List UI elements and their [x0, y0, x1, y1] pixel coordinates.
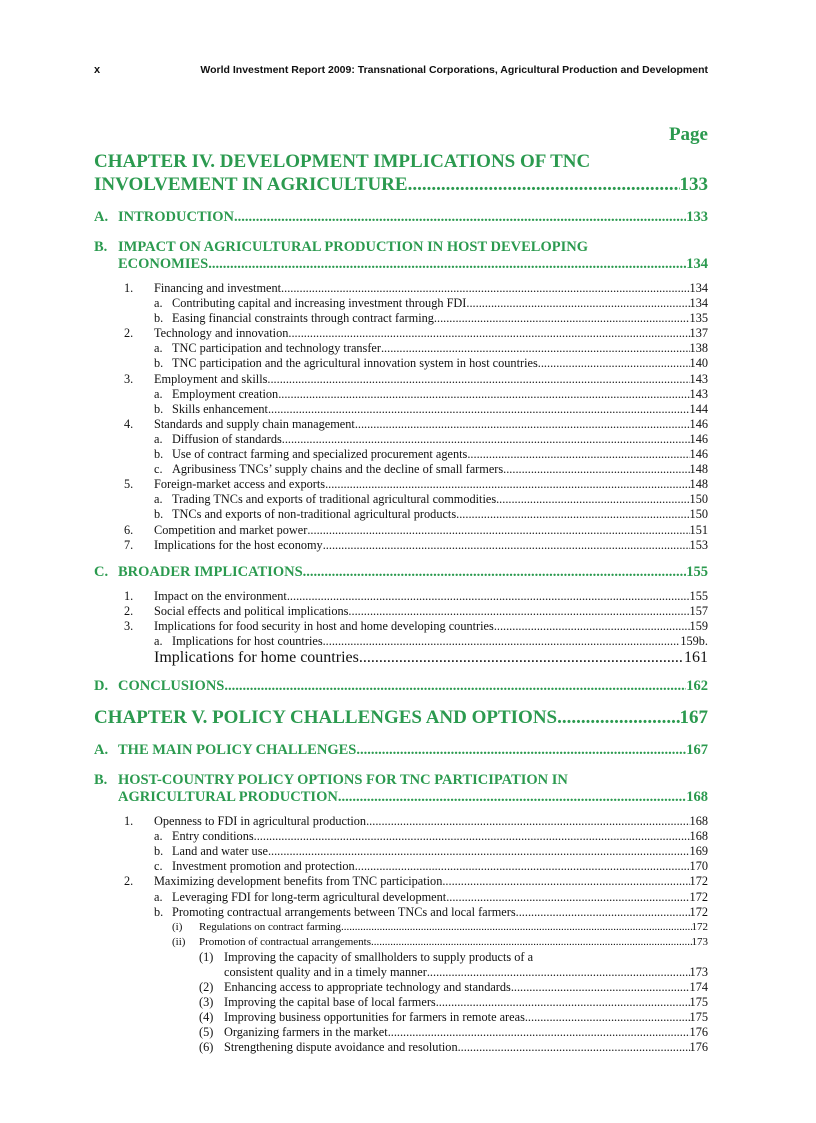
- toc-entry-number: (3): [199, 995, 214, 1010]
- toc-entry-number: 1.: [124, 588, 134, 603]
- section-page: 162: [686, 678, 708, 695]
- toc-entry[interactable]: [94, 1010, 708, 1025]
- toc-entry-title: Leveraging FDI for long-term agricultural development: [172, 889, 447, 904]
- toc-entry-title: Foreign-market access and exports: [154, 477, 326, 492]
- dot-leader: [494, 619, 690, 634]
- section-title: CONCLUSIONS: [118, 678, 225, 695]
- toc-entry-number: 2.: [124, 874, 134, 889]
- toc-entry-title: Impact on the environment: [154, 588, 287, 603]
- toc-entry[interactable]: [94, 814, 708, 829]
- toc-entry[interactable]: [94, 387, 708, 402]
- toc-entry-title: Skills enhancement: [172, 401, 268, 416]
- dot-leader: [267, 372, 689, 387]
- toc-entry-title: Organizing farmers in the market: [224, 1025, 388, 1040]
- toc-entry-number: 4.: [124, 416, 134, 431]
- section-label: A.: [94, 209, 109, 225]
- toc-entry-page: 169: [689, 844, 708, 859]
- toc-entry-page: 175: [689, 1010, 708, 1025]
- toc-entry[interactable]: [94, 950, 708, 965]
- toc-entry[interactable]: [94, 507, 708, 522]
- toc-entry-number: 3.: [124, 371, 134, 386]
- toc-entry-title: Investment promotion and protection: [172, 859, 355, 874]
- toc-entry-title: Land and water use: [172, 844, 268, 859]
- dot-leader: [307, 523, 689, 538]
- toc-entry-number: 1.: [124, 281, 134, 295]
- toc-entry-page: 135: [689, 311, 708, 326]
- toc-entry-page: 168: [689, 814, 708, 829]
- section-title: BROADER IMPLICATIONS: [118, 563, 303, 580]
- toc-entry-page: 150: [689, 492, 708, 507]
- toc-entry-page: 168: [689, 829, 708, 844]
- toc-entry-title: Easing financial constraints through contract farming: [172, 311, 434, 326]
- toc-entry-number: 2.: [124, 603, 134, 618]
- toc-entry-number: b.: [154, 904, 164, 919]
- section-title: THE MAIN POLICY CHALLENGES: [118, 742, 357, 759]
- dot-leader: [288, 326, 689, 341]
- dot-leader: [287, 589, 690, 604]
- toc-entry-title: Entry conditions: [172, 829, 254, 844]
- dot-leader: [467, 447, 689, 462]
- section-iv-b-items: [94, 281, 708, 553]
- section-v-a-entry[interactable]: [94, 742, 708, 759]
- toc-entry-title: Use of contract farming and specialized procurement agents: [172, 447, 468, 462]
- toc-entry[interactable]: [94, 372, 708, 387]
- dot-leader: [282, 432, 690, 447]
- toc-entry-page: 134: [689, 296, 708, 311]
- toc-entry[interactable]: [94, 296, 708, 311]
- toc-entry-title: Implications for food security in host and home developing countries: [154, 618, 494, 633]
- toc-entry-number: a.: [154, 341, 163, 356]
- dot-leader: [323, 538, 690, 553]
- toc-entry[interactable]: [94, 965, 708, 980]
- toc-entry[interactable]: [94, 874, 708, 889]
- section-v-b-title-line1[interactable]: B. HOST-COUNTRY POLICY OPTIONS FOR TNC PARTICIPATION IN: [94, 772, 568, 789]
- section-label: A.: [94, 742, 109, 759]
- dot-leader: [381, 341, 690, 356]
- toc-entry[interactable]: [94, 829, 708, 844]
- toc-entry-number: (ii): [172, 935, 186, 948]
- chapter-iv-entry[interactable]: [94, 173, 708, 196]
- toc-entry-number: b.: [154, 356, 164, 371]
- toc-entry-number: (2): [199, 980, 214, 995]
- toc-entry-number: (1): [199, 949, 214, 964]
- toc-entry-number: 7.: [124, 537, 134, 552]
- toc-entry[interactable]: [94, 859, 708, 874]
- toc-entry[interactable]: [94, 341, 708, 356]
- toc-entry-page: 172: [689, 904, 708, 919]
- toc-entry-number: b.: [154, 844, 164, 859]
- toc-entry[interactable]: [94, 589, 708, 604]
- section-page: 133: [686, 209, 708, 225]
- toc-entry-page: 174: [689, 980, 708, 995]
- toc-entry[interactable]: [94, 281, 708, 296]
- running-header: [94, 64, 708, 80]
- section-title: INTRODUCTION: [118, 209, 235, 225]
- toc-entry[interactable]: [94, 462, 708, 477]
- dot-leader: [434, 311, 690, 326]
- toc-entry-title: Improving business opportunities for farmers in remote areas: [224, 1010, 525, 1025]
- dot-leader: [348, 604, 689, 619]
- toc-entry-number: (4): [199, 1010, 214, 1025]
- toc-entry-page: 146: [689, 447, 708, 462]
- toc-entry-title: Employment creation: [172, 386, 279, 401]
- toc-entry-page: 138: [689, 341, 708, 356]
- toc-entry[interactable]: [94, 477, 708, 492]
- toc-entry-title: Improving the capacity of smallholders to supply products of a: [224, 949, 534, 964]
- toc-entry-page: 146: [689, 416, 708, 431]
- dot-leader: [446, 890, 689, 905]
- dot-leader: [525, 1010, 690, 1025]
- toc-entry-page: 175: [689, 995, 708, 1010]
- toc-entry[interactable]: [94, 326, 708, 341]
- toc-entry-title: Improving the capital base of local farmers: [224, 995, 436, 1010]
- toc-entry[interactable]: [94, 417, 708, 432]
- toc-entry-page: 143: [689, 386, 708, 401]
- toc-entry-number: c.: [154, 859, 163, 874]
- chapter-v-entry[interactable]: [94, 706, 708, 729]
- toc-entry-page: 157: [689, 603, 708, 618]
- toc-entry[interactable]: [94, 995, 708, 1010]
- toc-entry-number: b.: [154, 311, 164, 326]
- toc-entry-page: 150: [689, 507, 708, 522]
- table-of-contents: [94, 150, 708, 1056]
- report-title: World Investment Report 2009: Transnational Corporations, Agricultural Production and Development: [200, 64, 708, 76]
- toc-entry-page: 172: [689, 874, 708, 889]
- toc-entry-page: 148: [689, 477, 708, 492]
- section-iv-c-entry[interactable]: [94, 564, 708, 581]
- dot-leader: [359, 649, 684, 667]
- section-page: 167: [686, 742, 708, 759]
- toc-entry-title: Social effects and political implications: [154, 603, 349, 618]
- toc-entry-page: 172: [691, 920, 708, 933]
- toc-entry-page: 155: [689, 588, 708, 603]
- toc-entry-title: Standards and supply chain management: [154, 416, 355, 431]
- toc-entry-page: 153: [689, 537, 708, 552]
- dot-leader: [516, 905, 690, 920]
- dot-leader: [458, 1040, 690, 1055]
- toc-entry[interactable]: [94, 619, 708, 634]
- dot-leader: [366, 814, 689, 829]
- toc-entry-number: c.: [154, 462, 163, 477]
- toc-entry-number: a.: [154, 829, 163, 844]
- toc-entry-number: 6.: [124, 522, 134, 537]
- toc-entry[interactable]: [94, 311, 708, 326]
- dot-leader: [456, 507, 689, 522]
- toc-entry-title: Maximizing development benefits from TNC participation: [154, 874, 443, 889]
- toc-entry-number: a.: [154, 492, 163, 507]
- toc-entry[interactable]: [94, 980, 708, 995]
- toc-entry-page: 159: [689, 618, 708, 633]
- chapter-iv-page: 133: [679, 174, 708, 195]
- toc-entry-number: a.: [154, 633, 163, 648]
- toc-entry[interactable]: [94, 604, 708, 619]
- dot-leader: [511, 980, 690, 995]
- toc-entry[interactable]: [94, 523, 708, 538]
- dot-leader: [388, 1025, 690, 1040]
- dot-leader: [371, 935, 692, 950]
- toc-entry[interactable]: [94, 905, 708, 920]
- toc-entry[interactable]: [94, 634, 708, 649]
- chapter-v-page: 167: [679, 707, 708, 729]
- dot-leader: [325, 477, 689, 492]
- toc-entry-number: a.: [154, 431, 163, 446]
- dot-leader: [538, 356, 690, 371]
- page-column-label: Page: [668, 124, 708, 145]
- toc-entry[interactable]: [94, 890, 708, 905]
- toc-entry-title: Implications for the host economy: [154, 537, 323, 552]
- dot-leader: [355, 417, 690, 432]
- section-page: 155: [686, 563, 708, 580]
- toc-entry[interactable]: [94, 402, 708, 417]
- toc-entry-title: consistent quality and in a timely manner: [224, 965, 427, 979]
- toc-entry-title: Financing and investment: [154, 281, 282, 295]
- section-title: ECONOMIES: [118, 256, 209, 272]
- toc-entry-number: b.: [154, 401, 164, 416]
- page-number: x: [94, 64, 101, 76]
- toc-entry-page: 172: [689, 889, 708, 904]
- toc-entry-page: 146: [689, 431, 708, 446]
- toc-entry-title: Promotion of contractual arrangements: [199, 935, 371, 948]
- section-iv-c-items: [94, 589, 708, 667]
- toc-entry[interactable]: [94, 447, 708, 462]
- toc-entry-page: 137: [689, 326, 708, 341]
- dot-leader: [278, 387, 689, 402]
- toc-entry-title: TNCs and exports of non-traditional agricultural products: [172, 507, 457, 522]
- section-iv-b-title-line1[interactable]: B. IMPACT ON AGRICULTURAL PRODUCTION IN HOST DEVELOPING: [94, 239, 588, 255]
- toc-entry-number: a.: [154, 296, 163, 311]
- section-label: D.: [94, 678, 109, 695]
- toc-entry-number: 5.: [124, 477, 134, 492]
- toc-entry-number: (5): [199, 1025, 214, 1040]
- toc-entry-page: 161: [684, 649, 708, 667]
- dot-leader: [268, 844, 690, 859]
- toc-entry-page: 170: [689, 859, 708, 874]
- section-iv-b-entry[interactable]: [94, 256, 708, 273]
- toc-entry-number: (6): [199, 1040, 214, 1055]
- toc-entry-title: Promoting contractual arrangements between TNCs and local farmers: [172, 904, 516, 919]
- toc-entry[interactable]: [94, 1025, 708, 1040]
- section-title: AGRICULTURAL PRODUCTION: [118, 789, 338, 806]
- toc-entry-page: 140: [689, 356, 708, 371]
- toc-entry-page: 143: [689, 371, 708, 386]
- dot-leader: [496, 492, 689, 507]
- toc-entry-title: Regulations on contract farming: [199, 920, 342, 933]
- toc-entry-title: TNC participation and technology transfer: [172, 341, 381, 356]
- toc-entry-number: a.: [154, 386, 163, 401]
- toc-entry-page: 148: [689, 462, 708, 477]
- dot-leader: [427, 965, 690, 980]
- section-page: 134: [686, 256, 708, 272]
- dot-leader: [466, 296, 689, 311]
- toc-entry[interactable]: [94, 492, 708, 507]
- dot-leader: [442, 874, 689, 889]
- section-iv-d-entry[interactable]: [94, 678, 708, 695]
- toc-entry-title: Diffusion of standards: [172, 431, 282, 446]
- toc-entry-title: TNC participation and the agricultural innovation system in host countries: [172, 356, 538, 371]
- toc-entry[interactable]: [94, 935, 708, 950]
- dot-leader: [503, 462, 689, 477]
- toc-entry-number: 3.: [124, 618, 134, 633]
- dot-leader: [436, 995, 690, 1010]
- toc-entry-title: Strengthening dispute avoidance and resolution: [224, 1040, 458, 1055]
- dot-leader: [323, 634, 681, 649]
- toc-entry-title: Employment and skills: [154, 371, 268, 386]
- toc-entry-title: Agribusiness TNCs’ supply chains and the decline of small farmers: [172, 462, 504, 477]
- toc-entry[interactable]: [94, 844, 708, 859]
- toc-entry-page: 134: [689, 281, 708, 295]
- toc-entry-title: Enhancing access to appropriate technology and standards: [224, 980, 511, 995]
- toc-entry[interactable]: [94, 538, 708, 553]
- toc-entry-page: 176: [689, 1040, 708, 1055]
- toc-entry-title: Implications for host countries: [172, 633, 323, 648]
- section-v-b-items: [94, 814, 708, 1056]
- toc-entry-number: b.: [154, 447, 164, 462]
- toc-entry-number: a.: [154, 889, 163, 904]
- toc-entry-number: b.: [154, 507, 164, 522]
- toc-entry[interactable]: [94, 649, 708, 667]
- section-label: C.: [94, 563, 109, 580]
- toc-entry-page: 173: [691, 935, 708, 948]
- section-iv-a-entry[interactable]: [94, 209, 708, 226]
- toc-entry-title: Competition and market power: [154, 522, 308, 537]
- section-v-b-entry[interactable]: [94, 789, 708, 806]
- toc-entry-title: Technology and innovation: [154, 326, 289, 341]
- toc-entry-title: Implications for home countries: [154, 649, 359, 667]
- toc-entry[interactable]: [94, 356, 708, 371]
- toc-entry-page: 151: [689, 522, 708, 537]
- toc-entry-title: Openness to FDI in agricultural production: [154, 814, 367, 829]
- toc-entry-number: 2.: [124, 326, 134, 341]
- dot-leader: [254, 829, 690, 844]
- toc-entry-title: Contributing capital and increasing investment through FDI: [172, 296, 467, 311]
- dot-leader: [341, 920, 691, 935]
- toc-entry-page: 159b.: [680, 633, 708, 648]
- toc-entry-page: 173: [689, 965, 708, 979]
- toc-entry-page: 176: [689, 1025, 708, 1040]
- chapter-iv-title-line1[interactable]: CHAPTER IV. DEVELOPMENT IMPLICATIONS OF TNC: [94, 151, 591, 172]
- toc-entry-page: 144: [689, 401, 708, 416]
- toc-entry[interactable]: [94, 920, 708, 935]
- chapter-iv-title-line2: INVOLVEMENT IN AGRICULTURE: [94, 174, 408, 195]
- toc-entry-number: 1.: [124, 814, 134, 829]
- chapter-v-title: CHAPTER V. POLICY CHALLENGES AND OPTIONS: [94, 707, 558, 729]
- toc-entry-number: (i): [172, 920, 183, 933]
- dot-leader: [268, 402, 690, 417]
- dot-leader: [281, 281, 690, 296]
- toc-entry[interactable]: [94, 1040, 708, 1055]
- toc-entry-title: Trading TNCs and exports of traditional agricultural commodities: [172, 492, 497, 507]
- toc-entry[interactable]: [94, 432, 708, 447]
- section-page: 168: [686, 789, 708, 806]
- dot-leader: [355, 859, 690, 874]
